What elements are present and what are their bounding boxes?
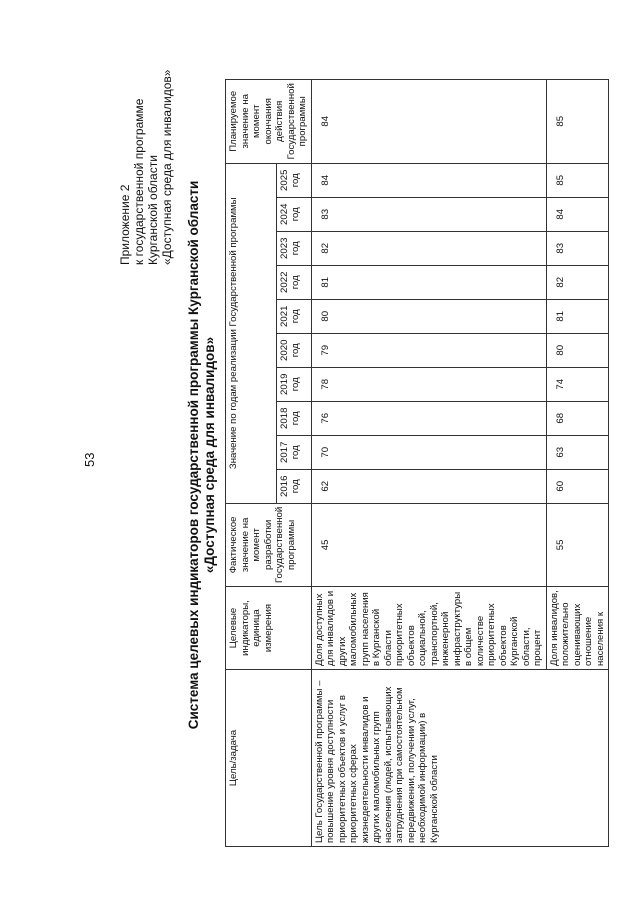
year-value: 82: [311, 231, 546, 265]
appendix-caption: [118, 70, 174, 265]
indicator-cell: Доля инвалидов, положительно оценивающих отношение населения к: [546, 587, 609, 670]
year-header: 2022 год: [276, 265, 311, 299]
table-row: [311, 79, 546, 846]
indicator-cell: Доля доступных для инвалидов и других маломобильных групп населения в Курганской области приоритетных объектов социальной, транспортной, инженерной инфраструктуры в общем количестве приоритетных объектов Курганской области, процент: [311, 587, 546, 670]
appendix-line: Курганской области: [146, 155, 160, 265]
year-value: 79: [311, 333, 546, 367]
header-actual: Фактическое значение на момент разработки Государственной программы: [226, 503, 312, 586]
year-value: 74: [546, 367, 609, 401]
actual-value: 55: [546, 503, 609, 586]
document-title: [186, 155, 218, 755]
indicators-table: [225, 79, 609, 847]
year-value: 70: [311, 435, 546, 469]
planned-value: 84: [311, 79, 546, 163]
title-line: «Доступная среда для инвалидов»: [202, 336, 217, 574]
year-value: 83: [311, 197, 546, 231]
year-value: 60: [546, 469, 609, 503]
year-value: 63: [546, 435, 609, 469]
year-header: 2020 год: [276, 333, 311, 367]
year-value: 84: [546, 197, 609, 231]
year-header: 2024 год: [276, 197, 311, 231]
appendix-line: Приложение 2: [118, 184, 132, 265]
year-value: 80: [311, 299, 546, 333]
year-header: 2021 год: [276, 299, 311, 333]
year-value: 62: [311, 469, 546, 503]
year-value: 80: [546, 333, 609, 367]
year-value: 81: [546, 299, 609, 333]
year-value: 78: [311, 367, 546, 401]
year-value: 84: [311, 163, 546, 197]
header-goal: Цель/задача: [226, 670, 312, 847]
header-indicator: Целевые индикаторы, единица измерения: [226, 587, 312, 670]
year-value: 82: [546, 265, 609, 299]
appendix-line: «Доступная среда для инвалидов»: [160, 69, 174, 265]
appendix-line: к государственной программе: [132, 98, 146, 265]
actual-value: 45: [311, 503, 546, 586]
year-value: 68: [546, 401, 609, 435]
year-header: 2016 год: [276, 469, 311, 503]
header-row: [226, 79, 277, 846]
year-header: 2025 год: [276, 163, 311, 197]
year-header: 2023 год: [276, 231, 311, 265]
title-line: Система целевых индикаторов государственной программы Курганской области: [186, 180, 201, 730]
year-header: 2017 год: [276, 435, 311, 469]
year-value: 76: [311, 401, 546, 435]
goal-cell: Цель Государственной программы – повышение уровня доступности приоритетных объектов и услуг в приоритетных сферах жизнедеятельности инвалидов и других маломобильных групп населения (людей, испытывающих затруднения при самостоятельном передвижении, получении услуг, необходимой информации) в Курганской области: [311, 670, 609, 847]
year-header: 2018 год: [276, 401, 311, 435]
year-value: 83: [546, 231, 609, 265]
header-by-years: Значение по годам реализации Государственной программы: [226, 163, 277, 503]
year-value: 81: [311, 265, 546, 299]
year-value: 85: [546, 163, 609, 197]
planned-value: 85: [546, 79, 609, 163]
page-number: 53: [82, 452, 97, 467]
year-header: 2019 год: [276, 367, 311, 401]
header-planned: Планируемое значение на момент окончания действия Государственной программы: [226, 79, 312, 163]
